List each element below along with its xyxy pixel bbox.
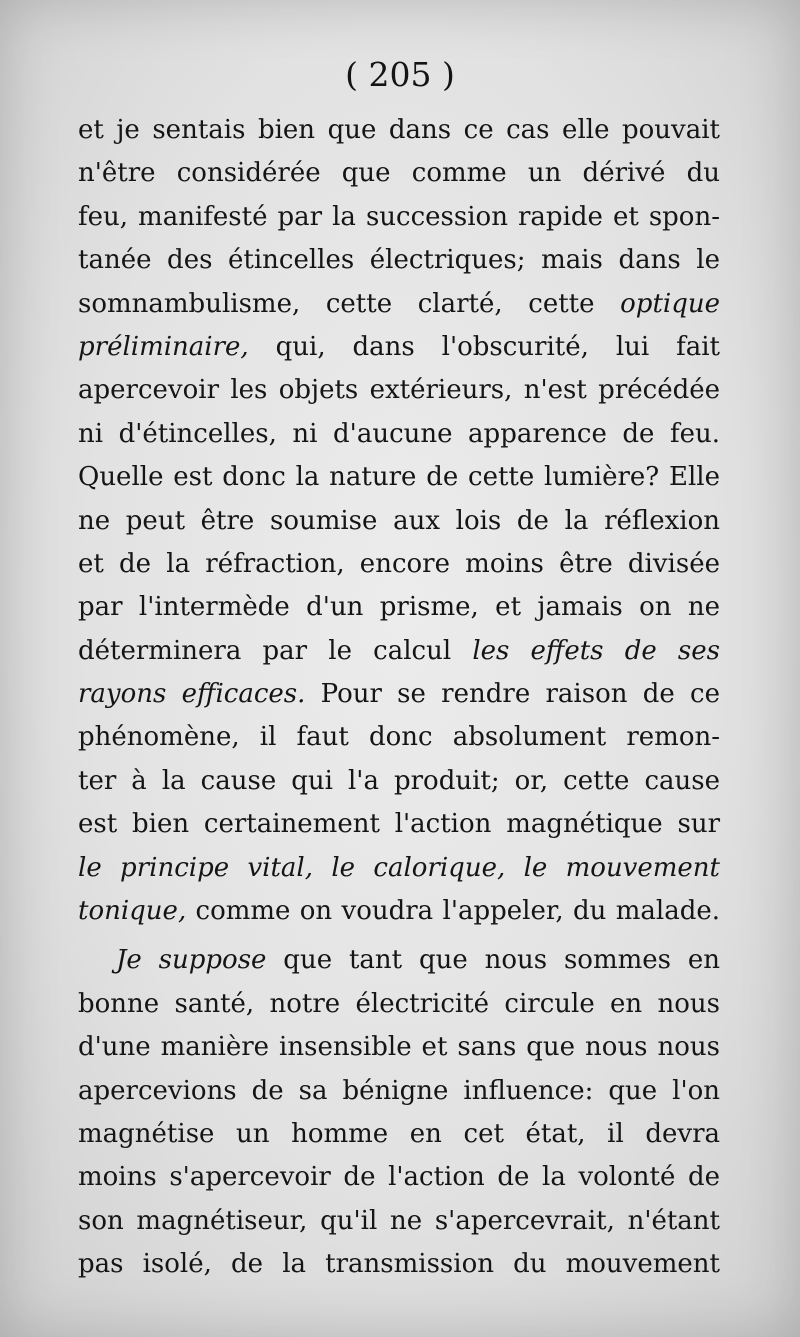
- text-segment: ter à la cause qui l'a produit; or, cette cause: [78, 765, 720, 796]
- text-segment: pas isolé, de la transmission du mouvement: [78, 1249, 720, 1280]
- text-line: [78, 1070, 720, 1113]
- text-line: [78, 673, 720, 716]
- text-segment: que tant que nous sommes en: [266, 945, 720, 976]
- text-line: [78, 283, 720, 326]
- text-segment: Quelle est donc la nature de cette lumière? Elle: [78, 462, 720, 493]
- text-line: [78, 630, 720, 673]
- text-segment: comme on voudra l'appeler, du malade.: [186, 896, 720, 927]
- text-line: [78, 152, 720, 195]
- text-line: [78, 369, 720, 412]
- text-line: [78, 196, 720, 239]
- text-line: [78, 456, 720, 499]
- text-line: [78, 1156, 720, 1199]
- text-segment: bonne santé, notre électricité circule en nous: [78, 988, 720, 1019]
- text-line: [78, 1026, 720, 1069]
- body-text: [78, 109, 720, 1287]
- italic-text: préliminaire,: [78, 331, 249, 362]
- page-number: ( 205 ): [345, 55, 455, 94]
- text-segment: apercevoir les objets extérieurs, n'est précédée: [78, 375, 720, 406]
- text-line: [78, 1243, 720, 1286]
- text-line: [78, 939, 720, 982]
- text-segment: somnambulisme, cette clarté, cette: [78, 288, 621, 319]
- text-line: [78, 847, 720, 890]
- text-line: [78, 413, 720, 456]
- text-segment: son magnétiseur, qu'il ne s'apercevrait, n'étant: [78, 1205, 720, 1236]
- text-line: [78, 1200, 720, 1243]
- text-line: [78, 716, 720, 759]
- text-segment: phénomène, il faut donc absolument remon-: [78, 722, 720, 753]
- text-segment: ni d'étincelles, ni d'aucune apparence de feu.: [78, 418, 720, 449]
- text-segment: qui, dans l'obscurité, lui fait: [248, 331, 720, 362]
- text-segment: n'être considérée que comme un dérivé du: [78, 158, 720, 189]
- text-line: [78, 983, 720, 1026]
- italic-text: rayons efficaces.: [78, 679, 306, 710]
- text-line: [78, 586, 720, 629]
- text-line: [78, 890, 720, 933]
- text-line: [78, 500, 720, 543]
- text-line: [78, 109, 720, 152]
- text-line: [78, 326, 720, 369]
- text-line: [78, 1113, 720, 1156]
- text-segment: apercevions de sa bénigne influence: que l'on: [78, 1075, 720, 1106]
- text-segment: magnétise un homme en cet état, il devra: [78, 1118, 720, 1149]
- text-segment: ne peut être soumise aux lois de la réflexion: [78, 505, 720, 536]
- text-segment: par l'intermède d'un prisme, et jamais on ne: [78, 592, 720, 623]
- italic-text: tonique,: [78, 896, 187, 927]
- text-line: [78, 543, 720, 586]
- text-segment: et de la réfraction, encore moins être divisée: [78, 548, 720, 579]
- text-line: [78, 803, 720, 846]
- italic-text: optique: [620, 288, 720, 319]
- text-segment: Pour se rendre raison de ce: [305, 679, 720, 710]
- italic-text: Je suppose: [116, 945, 267, 976]
- italic-text: le principe vital, le calorique, le mouvement: [78, 852, 720, 883]
- text-segment: est bien certainement l'action magnétique sur: [78, 809, 720, 840]
- paragraph-2: [78, 939, 720, 1286]
- text-line: [78, 239, 720, 282]
- text-segment: feu, manifesté par la succession rapide et spon-: [78, 201, 720, 232]
- text-segment: d'une manière insensible et sans que nous nous: [78, 1032, 720, 1063]
- italic-text: les effets de ses: [472, 635, 720, 666]
- text-segment: moins s'apercevoir de l'action de la volonté de: [78, 1162, 720, 1193]
- paragraph-1: [78, 109, 720, 933]
- text-segment: et je sentais bien que dans ce cas elle pouvait: [78, 115, 720, 145]
- text-segment: déterminera par le calcul: [78, 635, 473, 666]
- text-segment: tanée des étincelles électriques; mais dans le: [78, 245, 720, 276]
- text-line: [78, 760, 720, 803]
